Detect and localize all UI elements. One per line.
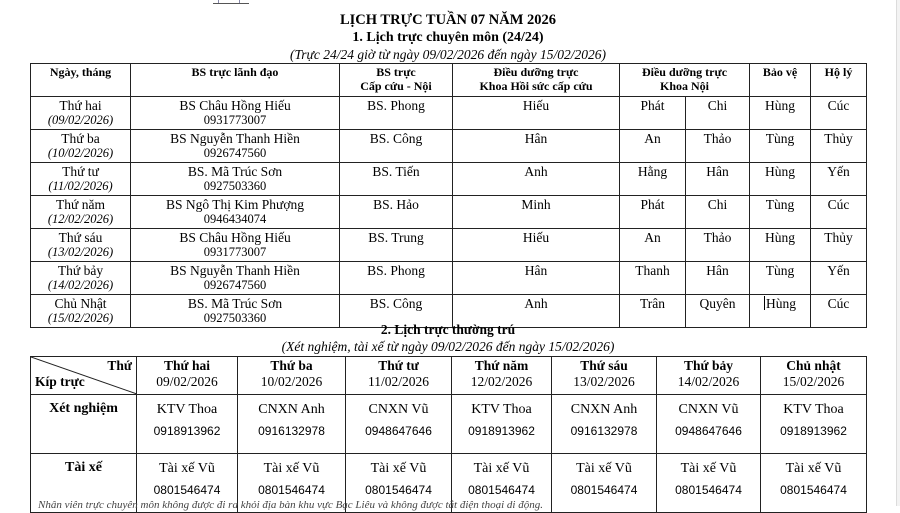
- er-doctor-cell: BS. Công: [340, 295, 453, 328]
- table-row: [31, 163, 867, 196]
- orderly-cell: Thủy: [811, 130, 867, 163]
- col-header-leader: BS trực lãnh đạo: [131, 64, 340, 97]
- internal-nurse-a-cell: An: [620, 229, 686, 262]
- table-row: [31, 130, 867, 163]
- date-cell: Thứ sáu (13/02/2026): [31, 229, 131, 262]
- shift-cell: Tài xế Vũ 0801546474: [346, 454, 452, 513]
- day-header: Thứ năm 12/02/2026: [452, 357, 552, 395]
- internal-nurse-a-cell: Thanh: [620, 262, 686, 295]
- section1-subheading: (Trực 24/24 giờ từ ngày 09/02/2026 đến ngày 15/02/2026): [290, 47, 606, 62]
- shift-cell: KTV Thoa 0918913962: [452, 395, 552, 454]
- shift-cell: CNXN Anh 0916132978: [552, 395, 657, 454]
- section2-subheading: (Xét nghiệm, tài xế từ ngày 09/02/2026 đến ngày 15/02/2026): [281, 339, 615, 354]
- table-row: [31, 97, 867, 130]
- leader-cell: BS Châu Hồng Hiếu 0931773007: [131, 97, 340, 130]
- col-header-icu-nurse: Điều dưỡng trực Khoa Hồi sức cấp cứu: [453, 64, 620, 97]
- orderly-cell: Yến: [811, 262, 867, 295]
- icu-nurse-cell: Hân: [453, 130, 620, 163]
- day-header: Thứ bảy 14/02/2026: [657, 357, 761, 395]
- leader-cell: BS. Mã Trúc Sơn 0927503360: [131, 295, 340, 328]
- internal-nurse-a-cell: An: [620, 130, 686, 163]
- shift-cell: Tài xế Vũ 0801546474: [657, 454, 761, 513]
- col-header-orderly: Hộ lý: [811, 64, 867, 97]
- internal-nurse-b-cell: Hân: [686, 262, 750, 295]
- day-header: Thứ tư 11/02/2026: [346, 357, 452, 395]
- internal-nurse-b-cell: Thảo: [686, 130, 750, 163]
- orderly-cell: Yến: [811, 163, 867, 196]
- table-header-row: [31, 64, 867, 97]
- er-doctor-cell: BS. Hảo: [340, 196, 453, 229]
- date-cell: Thứ ba (10/02/2026): [31, 130, 131, 163]
- leader-cell: BS. Mã Trúc Sơn 0927503360: [131, 163, 340, 196]
- table-row-lab: [31, 395, 867, 454]
- icu-nurse-cell: Minh: [453, 196, 620, 229]
- internal-nurse-b-cell: Chi: [686, 196, 750, 229]
- leader-cell: BS Nguyễn Thanh Hiền 0926747560: [131, 130, 340, 163]
- internal-nurse-a-cell: Hằng: [620, 163, 686, 196]
- icu-nurse-cell: Anh: [453, 163, 620, 196]
- shift-cell: Tài xế Vũ 0801546474: [552, 454, 657, 513]
- internal-nurse-b-cell: Thảo: [686, 229, 750, 262]
- date-cell: Thứ năm (12/02/2026): [31, 196, 131, 229]
- table-row: [31, 196, 867, 229]
- date-cell: Chủ Nhật (15/02/2026): [31, 295, 131, 328]
- shift-cell: CNXN Vũ 0948647646: [657, 395, 761, 454]
- shift-cell: Tài xế Vũ 0801546474: [137, 454, 238, 513]
- col-header-internal-nurse: Điều dưỡng trực Khoa Nội: [620, 64, 750, 97]
- shift-cell: CNXN Vũ 0948647646: [346, 395, 452, 454]
- security-cell: Tùng: [750, 130, 811, 163]
- orderly-cell: Cúc: [811, 295, 867, 328]
- security-cell: Hùng: [750, 97, 811, 130]
- section2-heading: 2. Lịch trực thường trú: [380, 322, 516, 337]
- date-cell: Thứ bảy (14/02/2026): [31, 262, 131, 295]
- table-row: [31, 262, 867, 295]
- col-header-er-doctor: BS trực Cấp cứu - Nội: [340, 64, 453, 97]
- er-doctor-cell: BS. Phong: [340, 97, 453, 130]
- day-header: Chủ nhật 15/02/2026: [761, 357, 867, 395]
- security-cell: Hùng: [750, 163, 811, 196]
- col-header-date: Ngày, tháng: [31, 64, 131, 97]
- er-doctor-cell: BS. Phong: [340, 262, 453, 295]
- shift-cell: Tài xế Vũ 0801546474: [238, 454, 346, 513]
- icu-nurse-cell: Hiếu: [453, 229, 620, 262]
- row-label: Xét nghiệm: [31, 395, 137, 454]
- header-underline: [213, 3, 249, 4]
- row-label: Tài xế: [31, 454, 137, 513]
- leader-cell: BS Châu Hồng Hiếu 0931773007: [131, 229, 340, 262]
- internal-nurse-a-cell: Trân: [620, 295, 686, 328]
- diagonal-corner-cell: Thứ Kíp trực: [31, 357, 137, 395]
- internal-nurse-b-cell: Quyên: [686, 295, 750, 328]
- table-row: [31, 229, 867, 262]
- internal-nurse-a-cell: Phát: [620, 196, 686, 229]
- day-header: Thứ ba 10/02/2026: [238, 357, 346, 395]
- icu-nurse-cell: Anh: [453, 295, 620, 328]
- shift-cell: CNXN Anh 0916132978: [238, 395, 346, 454]
- icu-nurse-cell: Hiếu: [453, 97, 620, 130]
- er-doctor-cell: BS. Trung: [340, 229, 453, 262]
- shift-cell: Tài xế Vũ 0801546474: [452, 454, 552, 513]
- table-header-row: [31, 357, 867, 395]
- internal-nurse-b-cell: Hân: [686, 163, 750, 196]
- leader-cell: BS Ngô Thị Kim Phượng 0946434074: [131, 196, 340, 229]
- er-doctor-cell: BS. Tiến: [340, 163, 453, 196]
- scrollbar-track[interactable]: [896, 0, 900, 506]
- security-cell-editing[interactable]: Hùng: [750, 295, 811, 328]
- shift-cell: Tài xế Vũ 0801546474: [761, 454, 867, 513]
- document-title: LỊCH TRỰC TUẦN 07 NĂM 2026: [339, 12, 557, 28]
- col-header-security: Bảo vệ: [750, 64, 811, 97]
- icu-nurse-cell: Hân: [453, 262, 620, 295]
- resident-duty-table: [30, 356, 867, 513]
- day-header: Thứ hai 09/02/2026: [137, 357, 238, 395]
- section1-heading: 1. Lịch trực chuyên môn (24/24): [352, 30, 544, 45]
- security-cell: Hùng: [750, 229, 811, 262]
- day-header: Thứ sáu 13/02/2026: [552, 357, 657, 395]
- leader-cell: BS Nguyễn Thanh Hiền 0926747560: [131, 262, 340, 295]
- security-cell: Tùng: [750, 262, 811, 295]
- orderly-cell: Cúc: [811, 97, 867, 130]
- specialty-duty-table: [30, 63, 867, 328]
- orderly-cell: Thủy: [811, 229, 867, 262]
- shift-cell: KTV Thoa 0918913962: [761, 395, 867, 454]
- text-cursor: [764, 296, 765, 310]
- internal-nurse-a-cell: Phát: [620, 97, 686, 130]
- er-doctor-cell: BS. Công: [340, 130, 453, 163]
- footer-note: Nhân viên trực chuyên môn không được đi ra khỏi địa bàn khu vực Bạc Liêu và không được tắt điện thoại di động.: [38, 499, 543, 511]
- internal-nurse-b-cell: Chi: [686, 97, 750, 130]
- date-cell: Thứ tư (11/02/2026): [31, 163, 131, 196]
- orderly-cell: Cúc: [811, 196, 867, 229]
- security-cell: Tùng: [750, 196, 811, 229]
- date-cell: Thứ hai (09/02/2026): [31, 97, 131, 130]
- shift-cell: KTV Thoa 0918913962: [137, 395, 238, 454]
